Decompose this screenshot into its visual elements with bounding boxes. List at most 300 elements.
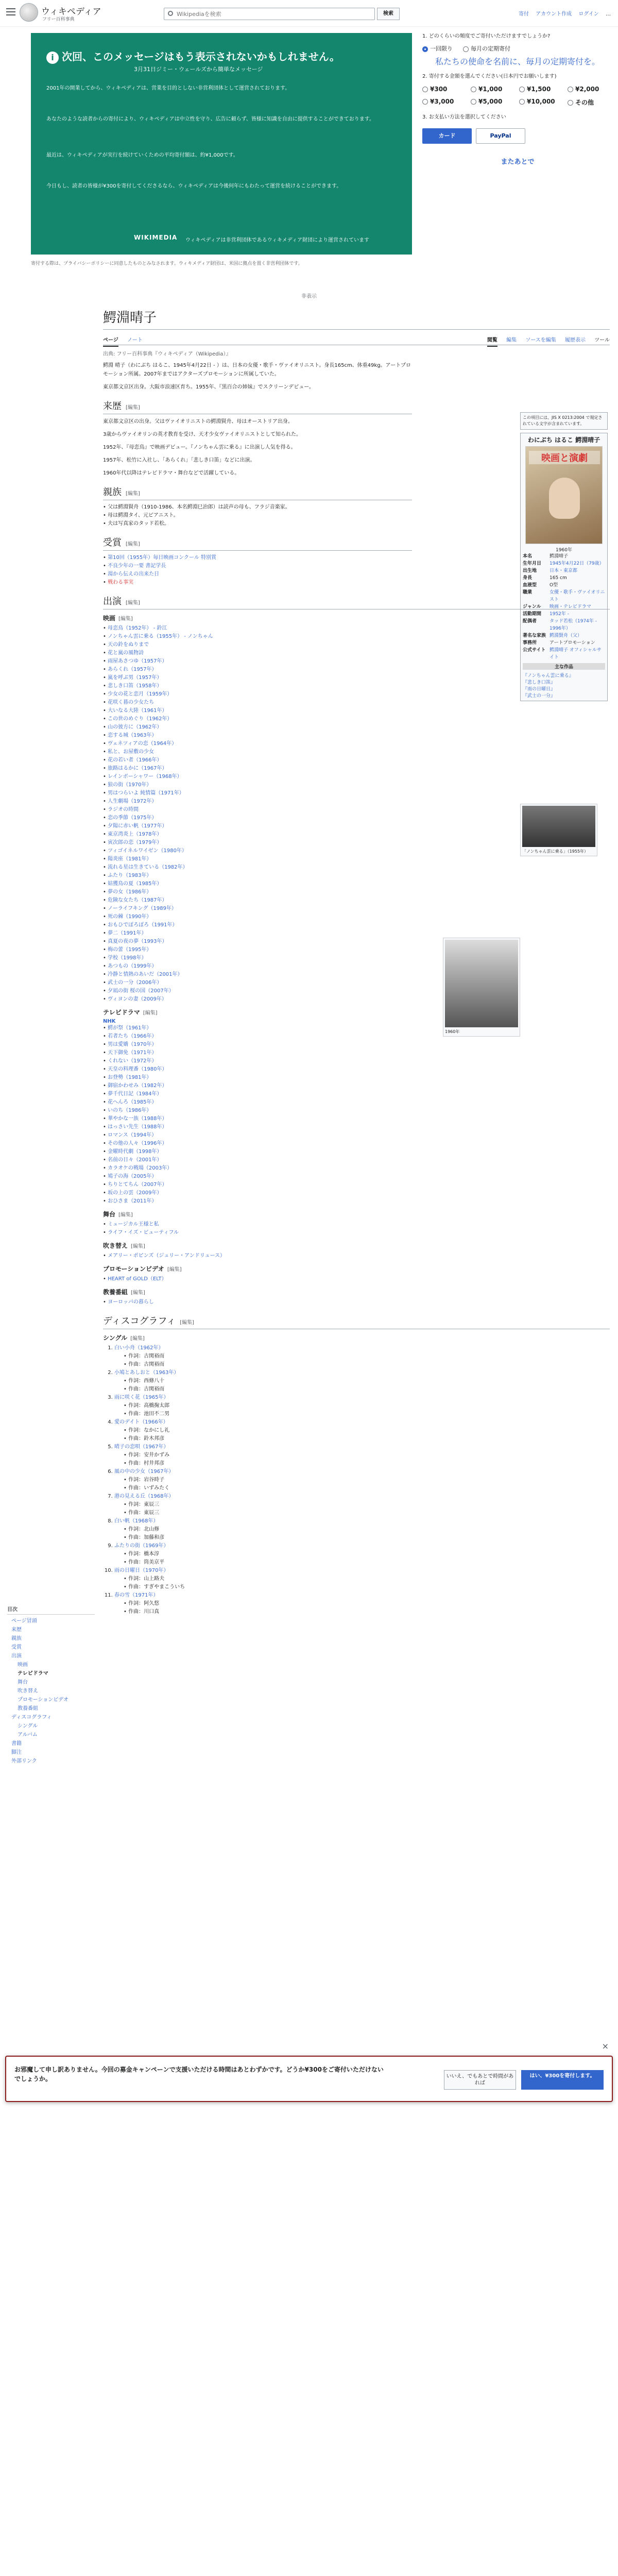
list-item[interactable]: • 嵐を呼ぶ男（1957年） (103, 674, 610, 682)
subsection-heading-single (103, 1333, 610, 1342)
donation-title-text: 次回、このメッセージはもう表示されないかもしれません。 (62, 50, 340, 63)
donation-banner (31, 33, 613, 255)
heading-text: シングル (103, 1334, 128, 1342)
list-item[interactable]: • 名前の日々（2001年） (103, 1156, 610, 1164)
infobox-key: 配偶者 (523, 619, 537, 624)
donate-link[interactable]: 寄付 (519, 11, 529, 17)
edit-section-link[interactable]: [編集] (118, 1212, 133, 1218)
amount-option[interactable] (568, 98, 613, 107)
infobox-value[interactable]: 1945年4月22日（79歳） (550, 561, 604, 566)
infobox-key: 活動期間 (523, 612, 542, 617)
toc-subitem[interactable]: 教養番組 (18, 1706, 38, 1711)
credit-item: • 作詞：阿久悠 (124, 1600, 610, 1608)
list-item[interactable]: • 華やかな一族（1988年） (103, 1115, 610, 1123)
menu-icon[interactable] (6, 8, 15, 15)
list-item[interactable]: • 天皇の料理番（1980年） (103, 1065, 610, 1074)
credit-item: • 作詞：山上路夫 (124, 1575, 610, 1583)
donation-paragraph: 2001年の開業してから、ウィキペディアは、営業を目的としない非営利団体として運営されております。 (46, 86, 290, 91)
infobox-key: 職業 (523, 590, 533, 595)
list-item[interactable]: • 狼の街（1970年） (103, 781, 610, 789)
donation-paragraph: 最近は、ウィキペディアが実行を続けていくための平均寄付額は、約¥1,000です。 (46, 152, 238, 158)
amount-label: ¥3,000 (430, 98, 454, 105)
list-item[interactable]: • 旅路はるかに（1967年） (103, 765, 610, 773)
list-item[interactable]: • 姑獲鳥の夏（1985年） (103, 880, 610, 888)
toc-subitem[interactable]: プロモーションビデオ (18, 1697, 68, 1703)
edit-section-link[interactable]: [編集] (118, 616, 133, 622)
list-item[interactable]: • お登勢（1981年） (103, 1074, 610, 1082)
single-item (114, 1418, 610, 1443)
list-item[interactable]: • 夕凪の街 桜の国（2007年） (103, 987, 610, 995)
toc-item[interactable]: 来歴 (11, 1627, 22, 1633)
infobox-value[interactable]: 映画・テレビドラマ (550, 604, 591, 609)
amount-option[interactable] (471, 86, 516, 93)
list-item[interactable]: • 恋の季節（1975年） (103, 814, 610, 822)
list-item: • 母は鰐淵タイ、元ピアニスト。 (103, 512, 610, 520)
single-item (114, 1517, 610, 1542)
list-item[interactable]: • 不良少年の一要 書記学長 (103, 562, 610, 570)
list-item[interactable]: • 夢千代日記（1984年） (103, 1090, 610, 1098)
list-item[interactable]: • 山の彼方に（1962年） (103, 723, 610, 732)
create-account-link[interactable]: アカウント作成 (536, 11, 572, 17)
section-heading-family (103, 485, 412, 500)
career-section (103, 417, 412, 478)
frequency-question: 1. どのくらいの頻度でご寄付いただけますでしょうか? (422, 33, 551, 39)
list-item[interactable]: • HEART of GOLD（ELT） (103, 1275, 610, 1283)
infobox-value[interactable]: 鰐淵晴子 オフィシャルサイト (550, 648, 602, 660)
edit-section-link[interactable]: [編集] (126, 405, 140, 411)
list-item[interactable]: • 梅の蕾（1995年） (103, 946, 610, 954)
bottom-banner-text: お邪魔して申し訳ありません。今回の募金キャンペーンで支援いただける時間はあとわずかです。どうか¥300をご寄付いただけないでしょうか。 (14, 2066, 384, 2082)
list-item[interactable]: • 湯から伝えの出来た日 (103, 570, 610, 579)
amount-label: ¥2,000 (575, 86, 599, 93)
infobox-key: 血液型 (523, 583, 537, 588)
career-paragraph: 1960年代以降はテレビドラマ・舞台などで活躍している。 (103, 470, 240, 476)
list-item[interactable]: • あらくれ（1957年） (103, 666, 610, 674)
tab-history[interactable]: 履歴表示 (565, 337, 586, 343)
list-item[interactable]: • 坂の上の雲（2009年） (103, 1189, 610, 1197)
infobox-value[interactable]: 日本・東京都 (550, 568, 578, 573)
credit-list (124, 1352, 610, 1369)
credit-item: • 作詞：北山修 (124, 1526, 610, 1534)
edit-section-link[interactable]: [編集] (131, 1290, 145, 1296)
donation-subtitle: 3月31日ジミー・ウェールズから簡単なメッセージ (134, 66, 263, 73)
lead-section (103, 361, 412, 392)
heading-text: 吹き替え (103, 1242, 128, 1249)
infobox-value[interactable]: タッド若松（1974年 - 1996年） (550, 619, 597, 631)
toc-item[interactable]: ページ冒頭 (11, 1618, 37, 1624)
thumbnail-caption: 「ノンちゃん雲に乗る」（1955年） (522, 849, 589, 854)
list-item[interactable]: • 大いなる大陸（1961年） (103, 707, 610, 715)
list-item[interactable]: • 冷静と情熱のあいだ（2001年） (103, 971, 610, 979)
thumbnail-caption: 1960年 (445, 1029, 460, 1034)
single-title[interactable]: 晴子の恋唄（1967年） (114, 1444, 169, 1450)
credit-item: • 作曲：池田不二男 (124, 1410, 610, 1418)
list-item[interactable]: • 夕陽に赤い帆（1977年） (103, 822, 610, 831)
single-title[interactable]: 春の雪（1971年） (114, 1592, 159, 1598)
credit-item: • 作曲：鈴木邦彦 (124, 1435, 610, 1443)
list-item[interactable]: • 男はつらいよ 純情篇（1971年） (103, 789, 610, 798)
list-item[interactable]: • 死の棘（1990年） (103, 913, 610, 921)
section-heading-career (103, 399, 412, 414)
single-title[interactable]: ふたりの街（1969年） (114, 1543, 169, 1549)
list-item[interactable]: • レインボーシャワー（1968年） (103, 773, 610, 781)
search-box[interactable] (164, 8, 375, 20)
list-item[interactable]: • 花の若い者（1966年） (103, 756, 610, 765)
page-tabs (103, 332, 610, 345)
single-title[interactable]: 小鳩とあしおと（1963年） (114, 1370, 179, 1376)
list-item[interactable]: • ヨーロッパの暮らし (103, 1298, 610, 1307)
credit-list (124, 1476, 610, 1493)
infobox-key: 生年月日 (523, 561, 542, 566)
credit-list (124, 1501, 610, 1517)
infobox-key: 身長 (523, 575, 533, 581)
amount-option[interactable] (422, 98, 468, 107)
maybe-later-link[interactable]: またあとで (501, 158, 535, 166)
toc-subitem[interactable]: 映画 (18, 1662, 28, 1668)
donation-message-panel (31, 33, 412, 255)
list-item[interactable]: • ツィゴイネルワイゼン（1980年） (103, 847, 610, 855)
amount-label: その他 (575, 99, 594, 106)
list-item[interactable]: • ふたり（1983年） (103, 872, 610, 880)
tv-network-label[interactable]: NHK (103, 1019, 116, 1024)
infobox-key: 公式サイト (523, 648, 546, 653)
career-paragraph: 東京都文京区の出身。父はヴァイオリニストの鰐淵賢舟、母はオーストリア出身。 (103, 419, 293, 425)
amount-question: 2. 寄付する金額を選んでください(日本円でお願いします) (422, 74, 557, 79)
amount-label: ¥10,000 (527, 98, 555, 105)
edit-section-link[interactable]: [編集] (130, 1336, 145, 1342)
wikipedia-logo-icon[interactable] (20, 3, 38, 22)
subsection-heading-edu (103, 1287, 610, 1296)
credit-item: • 作曲：加藤和彦 (124, 1534, 610, 1542)
donation-form (422, 33, 613, 255)
donation-paragraph: 今日もし、読者の皆様が¥300を寄付してくださるなら、ウィキペディアは今後何年にもわたって運営を続けることができます。 (46, 183, 342, 189)
heading-text: 映画 (103, 615, 116, 622)
logo-title[interactable]: ウィキペディア (41, 7, 101, 17)
more-menu-icon[interactable]: … (606, 11, 611, 17)
single-title[interactable]: 白い小舟（1962年） (114, 1345, 164, 1351)
list-item[interactable]: • おひさま（2011年） (103, 1197, 610, 1206)
amount-option[interactable] (471, 98, 516, 107)
magazine-title: 映画と演劇 (529, 451, 600, 464)
list-item[interactable]: • 雨屋あさつゆ（1957年） (103, 657, 610, 666)
close-icon[interactable]: × (602, 2041, 609, 2051)
infobox-value[interactable]: 女優・歌手・ヴァイオリニスト (550, 590, 605, 602)
tab-read[interactable]: 閲覧 (487, 337, 497, 347)
once-radio[interactable] (422, 44, 453, 53)
list-item[interactable]: • 悲しき口笛（1958年） (103, 682, 610, 690)
single-item (114, 1468, 610, 1493)
single-item (114, 1542, 610, 1567)
list-item[interactable]: • 御宿かわせみ（1982年） (103, 1082, 610, 1090)
single-title[interactable]: 雨の日曜日（1970年） (114, 1568, 169, 1573)
tab-edit-source[interactable]: ソースを編集 (525, 337, 556, 343)
once-label: 一回限り (430, 45, 453, 52)
credit-list (124, 1600, 610, 1616)
infobox-work[interactable]: 『武士の一分』 (523, 693, 556, 699)
list-item[interactable]: • ヴェネツィアの恋（1964年） (103, 740, 610, 748)
credit-item: • 作詞：東辰三 (124, 1501, 610, 1509)
monthly-label: 毎月の定期寄付 (471, 45, 510, 52)
single-list (114, 1344, 610, 1616)
radio-icon (471, 99, 476, 105)
infobox-value: 鰐淵晴子 (550, 554, 569, 559)
list-item[interactable]: • ライフ・イズ・ビューティフル (103, 1229, 610, 1237)
credit-item: • 作詞：高橋掬太郎 (124, 1402, 610, 1410)
heading-text: プロモーションビデオ (103, 1265, 164, 1273)
portrait-caption: 1960年 (556, 548, 572, 553)
edu-list (103, 1298, 610, 1307)
login-link[interactable]: ログイン (578, 11, 599, 17)
list-item[interactable]: • 私と、お屋敷の少女 (103, 748, 610, 756)
donation-legal-text: 寄付する際は、プライバシーポリシーに同意したものとみなされます。ウィキメディア財団は、米国に拠点を置く非営利団体です。 (31, 261, 303, 266)
paypal-button[interactable]: PayPal (476, 128, 525, 144)
list-item[interactable]: • 鰐が祭（1961年） (103, 1024, 610, 1032)
amount-option[interactable] (519, 86, 564, 93)
list-item[interactable]: • 人生劇場（1972年） (103, 798, 610, 806)
family-list (103, 503, 610, 528)
list-item[interactable]: • その他の人々（1996年） (103, 1140, 610, 1148)
single-item (114, 1443, 610, 1468)
edit-section-link[interactable]: [編集] (131, 1244, 145, 1249)
credit-list (124, 1377, 610, 1394)
credit-list (124, 1526, 610, 1542)
list-item[interactable]: • 少女の花と恋月（1959年） (103, 690, 610, 699)
amount-option[interactable] (568, 86, 613, 93)
hide-banner-link[interactable]: 非表示 (301, 294, 317, 299)
toc-item[interactable]: ディスコグラフィ (11, 1715, 52, 1720)
subsection-heading-tv (103, 1008, 610, 1016)
infobox-value[interactable]: 1952年 - (550, 612, 570, 617)
section-heading-award (103, 535, 412, 551)
tab-edit[interactable]: 編集 (506, 337, 517, 343)
section-heading-works (103, 594, 610, 609)
infobox-value: 165 cm (550, 575, 567, 581)
edit-section-link[interactable]: [編集] (143, 1010, 158, 1016)
infobox-work[interactable]: 『悲しき口笛』 (523, 680, 556, 685)
voice-list (103, 1252, 610, 1260)
toc-subitem-current[interactable]: テレビドラマ (18, 1671, 48, 1676)
subsection-heading-voice (103, 1241, 610, 1250)
list-item[interactable]: • 夢の女（1986年） (103, 888, 610, 896)
info-icon: i (46, 52, 59, 64)
list-item[interactable]: • メアリー・ポピンズ（ジュリー・アンドリュース） (103, 1252, 610, 1260)
single-title[interactable]: 愛のデイト（1966年） (114, 1419, 168, 1425)
subsection-heading-promo (103, 1264, 610, 1273)
logo-tagline: フリー百科事典 (42, 17, 75, 22)
search-button[interactable]: 検索 (377, 8, 400, 20)
radio-icon (422, 87, 428, 92)
edit-section-link[interactable]: [編集] (180, 1320, 194, 1326)
card-payment-button[interactable]: カード (422, 128, 472, 144)
list-item[interactable]: • 危険な女たち（1987年） (103, 896, 610, 905)
toc-item[interactable]: 親族 (11, 1636, 22, 1641)
monthly-pitch: 私たちの使命を名前に、毎月の定期寄付を。 (435, 57, 600, 66)
decline-button[interactable]: いいえ、でもあとで時間があれば (444, 2070, 516, 2090)
single-title[interactable]: 港の見える丘（1968年） (114, 1494, 174, 1499)
single-item (114, 1493, 610, 1517)
list-item[interactable]: • 母恋鳥（1952年） - 鈴江 (103, 624, 610, 633)
list-item[interactable]: • ノーライフキング（1989年） (103, 905, 610, 913)
radio-icon (422, 99, 428, 105)
list-item[interactable]: • 花咲く暮の少女たち (103, 699, 610, 707)
credit-item: • 作曲：古関裕而 (124, 1361, 610, 1369)
amount-label: ¥5,000 (478, 98, 503, 105)
list-item[interactable]: • ロマンス（1994年） (103, 1131, 610, 1140)
radio-selected-icon (422, 46, 428, 52)
donation-title (46, 48, 340, 64)
list-item[interactable]: • 若者たち（1966年） (103, 1032, 610, 1041)
infobox-key: 著名な家族 (523, 633, 546, 638)
list-item[interactable]: • 花へんろ（1985年） (103, 1098, 610, 1107)
career-paragraph: 1957年、松竹に入社し、「あらくれ」「悲しき口笛」などに出演。 (103, 457, 255, 463)
single-title[interactable]: 雨に咲く花（1965年） (114, 1395, 169, 1400)
list-item[interactable]: • 流れる星は生きている（1982年） (103, 863, 610, 872)
donation-paragraph: あなたのような読者からの寄付により、ウィキペディアは中立性を守り、広告に頼らず、皆様に知識を自由に提供することができております。 (46, 116, 374, 122)
credit-item: • 作詞：古関裕而 (124, 1352, 610, 1361)
table-of-contents (7, 1605, 95, 1766)
toc-subitem[interactable]: 吹き替え (18, 1688, 38, 1694)
heading-text: 受賞 (103, 537, 122, 548)
single-title[interactable]: 白い帆（1968年） (114, 1518, 159, 1524)
list-item[interactable]: • 恋する城（1963年） (103, 732, 610, 740)
tv-list (103, 1024, 610, 1206)
heading-text: 親族 (103, 487, 122, 498)
toc-subitem[interactable]: シングル (18, 1723, 38, 1729)
toc-item[interactable]: 書籍 (11, 1741, 22, 1747)
list-item[interactable]: • ちりとてちん（2007年） (103, 1181, 610, 1189)
list-item[interactable]: • 寅次郎の恋（1979年） (103, 839, 610, 847)
donate-now-button[interactable]: はい、¥300を寄付します。 (521, 2070, 604, 2090)
tab-tools[interactable]: ツール (594, 337, 610, 343)
list-item[interactable]: • 真夏の夜の夢（1993年） (103, 938, 610, 946)
list-item[interactable]: • くれない（1972年） (103, 1057, 610, 1065)
credit-list (124, 1550, 610, 1567)
credit-item: • 作曲：筒美京平 (124, 1558, 610, 1567)
credit-item: • 作詞：橋本淳 (124, 1550, 610, 1558)
infobox-work[interactable]: 『雨の日曜日』 (523, 687, 556, 692)
amount-option[interactable] (422, 86, 468, 93)
subsection-heading-film (103, 614, 610, 622)
list-item[interactable]: • 学校（1998年） (103, 954, 610, 962)
radio-icon (471, 87, 476, 92)
toc-item[interactable]: 受賞 (11, 1645, 22, 1650)
edit-section-link[interactable]: [編集] (126, 541, 140, 547)
list-item[interactable]: • 花と嵐の風物詩 (103, 649, 610, 657)
infobox-key: 本名 (523, 554, 533, 559)
infobox-value: アートプロモーション (550, 640, 595, 646)
career-paragraph: 1952年、『母恋鳥』で映画デビュー。『ノンちゃん雲に乗る』に出演し人気を得る。 (103, 445, 296, 450)
list-item[interactable]: • この世のめぐり（1962年） (103, 715, 610, 723)
list-item[interactable]: • カラオケの戦場（2003年） (103, 1164, 610, 1173)
heading-text: 来歴 (103, 401, 122, 412)
list-item[interactable]: • ミュージカル王様と私 (103, 1221, 610, 1229)
wikimedia-logo: WIKIMEDIA (134, 234, 178, 241)
list-item[interactable]: • 鳩子の海（2005年） (103, 1173, 610, 1181)
search-input[interactable] (177, 10, 347, 18)
toc-heading: 目次 (7, 1605, 95, 1615)
career-paragraph: 3歳からヴァイオリンの英才教育を受け、天才少女ヴァイオリニストとして知られた。 (103, 432, 301, 437)
infobox-value[interactable]: 鰐淵賢舟（父） (550, 633, 582, 638)
amount-label: ¥1,000 (478, 86, 503, 93)
film-list (103, 624, 610, 1004)
toc-item[interactable]: 出演 (11, 1653, 22, 1659)
toc-subitem[interactable]: アルバム (18, 1732, 38, 1738)
list-item[interactable]: • 男は愛嬌（1970年） (103, 1041, 610, 1049)
list-item[interactable]: • 陽炎座（1981年） (103, 855, 610, 863)
infobox-work[interactable]: 『ノンちゃん雲に乗る』 (523, 673, 574, 679)
single-title[interactable]: 風の中の少女（1967年） (114, 1469, 174, 1475)
payment-question: 3. お支払い方法を選択してください (422, 114, 506, 120)
credit-item: • 作曲：古関裕而 (124, 1385, 610, 1394)
credit-list (124, 1451, 610, 1468)
single-item (114, 1591, 610, 1616)
edit-section-link[interactable]: [編集] (167, 1267, 182, 1273)
list-item[interactable]: • ノンちゃん雲に乗る（1955年） - ノンちゃん (103, 633, 610, 641)
section-heading-discography (103, 1314, 610, 1329)
toc-item[interactable]: 脚注 (11, 1750, 22, 1755)
credit-item: • 作曲：すぎやまこういち (124, 1583, 610, 1591)
list-item[interactable]: • ラジオの時間 (103, 806, 610, 814)
list-item[interactable]: • 戦わる事実 (103, 579, 610, 587)
infobox-name: わにぶち はるこ 鰐淵晴子 (527, 436, 600, 444)
jis-notice: この項目には、JIS X 0213:2004 で規定されている文字が含まれています。 (520, 412, 608, 430)
radio-icon (463, 46, 469, 52)
personal-tools (513, 9, 611, 17)
single-item (114, 1369, 610, 1394)
toc-item[interactable]: 外部リンク (11, 1758, 37, 1764)
list-item[interactable]: • はっさい先生（1988年） (103, 1123, 610, 1131)
heading-text: 舞台 (103, 1211, 116, 1218)
toc-subitem[interactable]: 舞台 (18, 1680, 28, 1685)
monthly-radio[interactable] (463, 44, 510, 53)
list-item[interactable]: • 天の鈴をぬりまで (103, 641, 610, 649)
infobox-value: O型 (550, 583, 558, 588)
single-item (114, 1567, 610, 1591)
lead-paragraph: 鰐淵 晴子（わにぶち はるこ、1945年4月22日 - ）は、日本の女優・歌手・ヴァイオリニスト。身長165cm、体重49kg。アートプロモーション所属。2007年まではアクターズプロモーションに所属していた。 (103, 363, 411, 377)
subsection-heading-stage (103, 1210, 610, 1218)
amount-option[interactable] (519, 98, 564, 107)
infobox-key: ジャンル (523, 604, 541, 609)
edit-section-link[interactable]: [編集] (126, 491, 140, 497)
list-item[interactable]: • 金曜時代劇（1998年） (103, 1148, 610, 1156)
credit-list (124, 1402, 610, 1418)
amount-options (422, 86, 613, 107)
credit-item: • 作詞：岩谷時子 (124, 1476, 610, 1484)
credit-item: • 作曲：村井邦彦 (124, 1460, 610, 1468)
promo-list (103, 1275, 610, 1283)
amount-label: ¥300 (430, 86, 448, 93)
list-item[interactable]: • 夢二（1991年） (103, 929, 610, 938)
tab-page[interactable]: ページ (103, 337, 118, 347)
page-title: 鰐淵晴子 (103, 307, 610, 330)
list-item[interactable]: • 天下御免（1971年） (103, 1049, 610, 1057)
list-item[interactable]: • 武士の一分（2006年） (103, 979, 610, 987)
award-list (103, 554, 610, 587)
bottom-donation-banner (5, 2041, 613, 2102)
list-item[interactable]: • 東京湾炎上（1978年） (103, 831, 610, 839)
list-item[interactable]: • ヴィヨンの妻（2009年） (103, 995, 610, 1004)
edit-section-link[interactable]: [編集] (126, 600, 140, 606)
list-item[interactable]: • いのち（1986年） (103, 1107, 610, 1115)
tab-talk[interactable]: ノート (127, 337, 143, 343)
list-item[interactable]: • おもひでぽろぽろ（1991年） (103, 921, 610, 929)
infobox-section-header: 主な作品 (523, 663, 605, 670)
list-item[interactable]: • あつもの（1999年） (103, 962, 610, 971)
infobox-key: 出生地 (523, 568, 537, 573)
list-item[interactable]: • 第10回（1955年）毎日映画コンクール 特別賞 (103, 554, 610, 562)
infobox-key: 事務所 (523, 640, 537, 646)
radio-icon (568, 100, 573, 106)
